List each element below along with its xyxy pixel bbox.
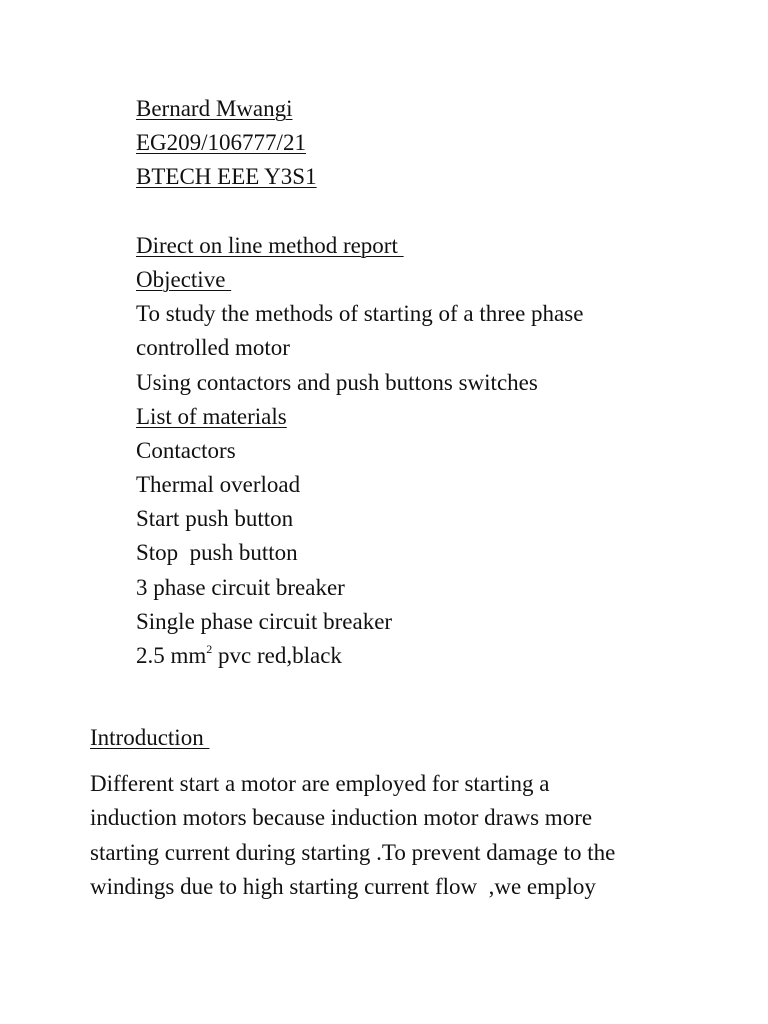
materials-heading: List of materials [136,403,287,429]
objective-line: Using contactors and push buttons switches [136,369,538,395]
author-name: Bernard Mwangi [136,96,293,121]
material-item-cable [136,639,736,673]
introduction-line: Different start a motor are employed for starting a [90,771,550,796]
programme: BTECH EEE Y3S1 [136,164,317,190]
objective-line: controlled motor [136,335,290,361]
cable-size: 2.5 mm [136,643,207,668]
report-title: Direct on line method report [136,232,404,258]
material-item: 3 phase circuit breaker [136,574,345,600]
objective-heading: Objective [136,266,232,292]
report-header [136,92,736,673]
introduction-line: starting current during starting .To prevent damage to the [90,839,616,865]
material-item: Contactors [136,437,236,463]
material-item: Single phase circuit breaker [136,608,393,634]
cable-description: pvc red,black [212,643,342,668]
introduction-heading: Introduction [90,725,210,750]
blank-line [136,195,736,229]
material-item: Thermal overload [136,472,301,498]
introduction-line: windings due to high starting current flow ,we employ [90,873,596,899]
material-item: Start push button [136,506,294,532]
cable-size-exponent: 2 [206,642,213,656]
introduction-paragraph [90,767,730,904]
objective-line: To study the methods of starting of a three phase [136,301,584,327]
registration-number: EG209/106777/21 [136,130,306,156]
introduction-line: induction motors because induction motor draws more [90,805,593,831]
material-item: Stop push button [136,540,298,566]
